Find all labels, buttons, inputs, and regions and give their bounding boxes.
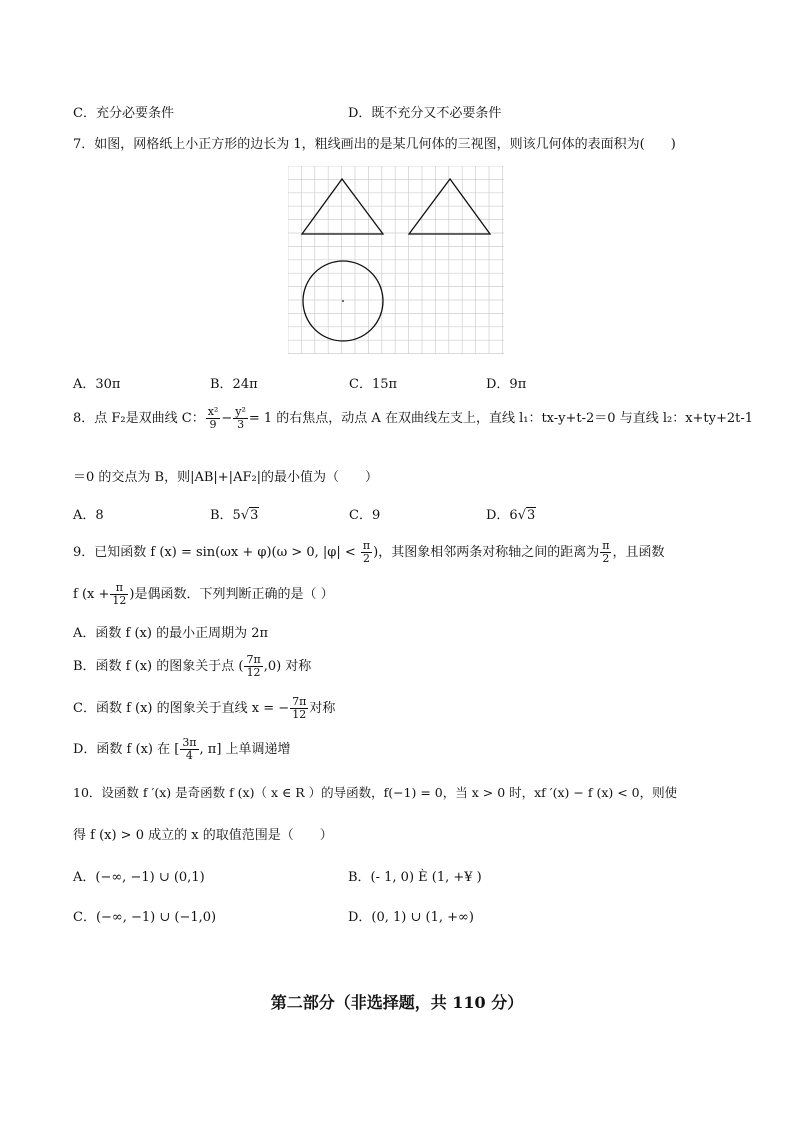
q6-option-c: C．充分必要条件 — [73, 106, 174, 121]
q8-after: = 1 的右焦点，动点 A 在双曲线左支上，直线 l₁：tx-y+t-2＝0 与直线 l₂：x+ty+2t-1 — [248, 411, 754, 426]
q8-line-2: ＝0 的交点为 B，则|AB|+|AF₂|的最小值为（ ） — [73, 470, 379, 485]
q7-stem: 7．如图，网格纸上小正方形的边长为 1，粗线画出的是某几何体的三视图，则该几何体的表面积为( ) — [73, 137, 676, 152]
q9-line-1: 9．已知函数 f (x) = sin(ωx + φ)(ω > 0, |φ| < $\frac{\pi}{2}$ )，其图象相邻两条对称轴之间的距离为 $\frac{\pi}{2}$ ，且函数 — [73, 539, 665, 565]
q8-option-c: C．9 — [349, 508, 381, 523]
q8-option-a: A．8 — [73, 508, 104, 523]
q10-option-b: B．(- 1, 0) È (1, +¥ ) — [348, 870, 482, 885]
q10-line-1: 10．设函数 f ′(x) 是奇函数 f (x)（ x ∈ R ）的导函数，f(−1) = 0，当 x > 0 时，xf ′(x) − f (x) < 0，则使 — [73, 785, 678, 800]
q8-line-1: 8．点 F₂是双曲线 C： $\frac{\text{x²}}{9}$ − $\frac{\text{y²}}{3}$ = 1 的右焦点，动点 A 在双曲线左支上，直线 l₁：tx-y+t-2＝0 与直线 l₂：x+ty+2t-1 — [73, 405, 754, 431]
q9-line-2: f (x + $\frac{\pi}{12}$ )是偶函数．下列判断正确的是（ ） — [73, 581, 334, 607]
q8-option-b: B．5√3 — [210, 508, 259, 523]
q7-option-a: A．30π — [73, 377, 121, 392]
fraction-x2-over-9: $\frac{\text{x²}}{9}$ — [207, 405, 219, 431]
q7-option-c: C．15π — [349, 377, 398, 392]
three-view-figure — [288, 166, 506, 356]
q10-option-d: D．(0, 1) ∪ (1, +∞) — [348, 910, 474, 925]
q9-option-c: C．函数 f (x) 的图象关于直线 x = − $\frac{7\pi}{12}$ 对称 — [73, 695, 336, 721]
fraction-3pi-over-4: $\frac{3\pi}{4}$ — [182, 736, 197, 762]
q8-prefix: 8．点 F₂是双曲线 C： — [73, 411, 205, 426]
q7-option-d: D．9π — [486, 377, 527, 392]
circle-center-dot — [342, 300, 344, 302]
q9-option-a: A．函数 f (x) 的最小正周期为 2π — [73, 626, 269, 641]
grid-lines — [288, 166, 504, 354]
q6-option-d: D．既不充分又不必要条件 — [348, 106, 502, 121]
q10-option-c: C．(−∞, −1) ∪ (−1,0) — [73, 910, 217, 925]
fraction-y2-over-3: $\frac{\text{y²}}{3}$ — [235, 405, 246, 431]
q10-option-a: A．(−∞, −1) ∪ (0,1) — [73, 870, 205, 885]
fraction-7pi-over-12: $\frac{7\pi}{12}$ — [246, 653, 261, 679]
q10-line-2: 得 f (x) > 0 成立的 x 的取值范围是（ ） — [73, 828, 333, 843]
q9-option-d: D．函数 f (x) 在 [ $\frac{3\pi}{4}$ , π] 上单调递增 — [73, 736, 291, 762]
fraction-pi-over-2-distance: $\frac{\pi}{2}$ — [602, 539, 610, 565]
section-title: 第二部分（非选择题，共 110 分） — [270, 993, 524, 1012]
q9-option-b: B．函数 f (x) 的图象关于点 ( $\frac{7\pi}{12}$ ,0) 对称 — [73, 653, 312, 679]
q8-option-d: D．6√3 — [486, 508, 536, 523]
fraction-7pi-over-12-c: $\frac{7\pi}{12}$ — [292, 695, 307, 721]
q7-option-b: B．24π — [210, 377, 258, 392]
fraction-pi-over-2: $\frac{\pi}{2}$ — [362, 539, 371, 565]
fraction-pi-over-12: $\frac{\pi}{12}$ — [112, 581, 127, 607]
